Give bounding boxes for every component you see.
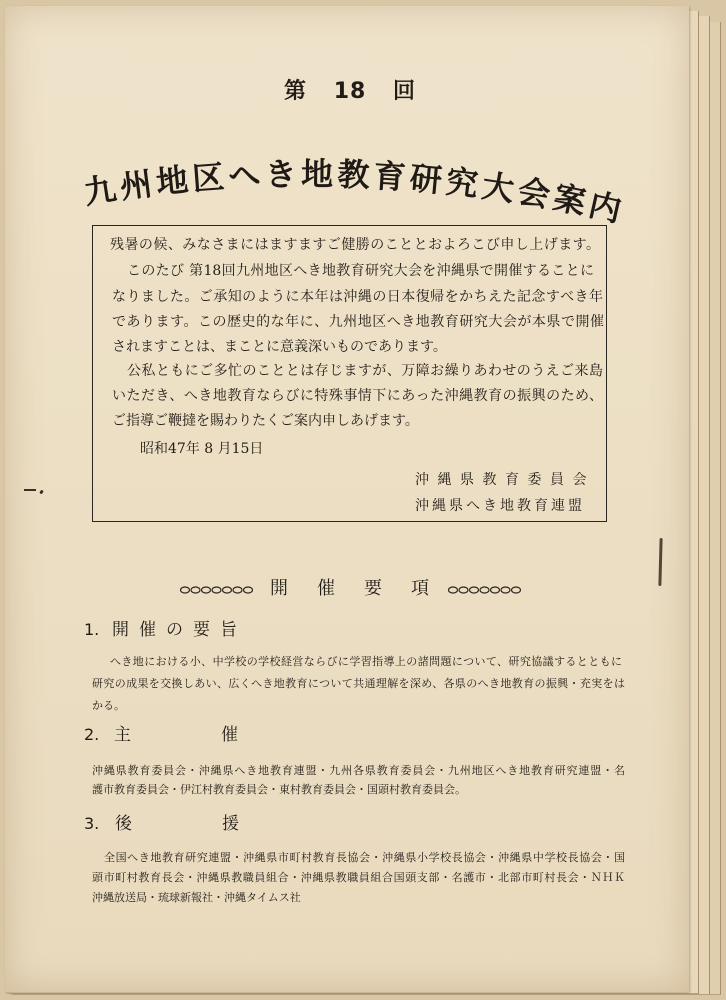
invitation-line: このたび 第18回九州地区へき地教育研究大会を沖縄県で開催することに [127, 263, 594, 279]
section-text-line: 沖縄県教育委員会・沖縄県へき地教育連盟・九州各県教育委員会・九州地区へき地教育研究連盟・名 [92, 764, 625, 777]
sender-board-of-education: 沖縄県教育委員会 [415, 472, 595, 488]
invitation-line: であります。この歴史的な年に、九州地区へき地教育研究大会が本県で開催 [112, 314, 604, 330]
invitation-line: 公私ともにご多忙のこととは存じますが、万障お繰りあわせのうえご来島 [127, 363, 603, 379]
section-text-line: かる。 [92, 699, 125, 712]
section-title-supporters: 後援 [115, 814, 329, 834]
stray-ink-dash [24, 489, 36, 491]
section-text-line: 研究の成果を交換しあい、広くへき地教育について共通理解を深め、各県のへき地教育の振興・充実をは [92, 677, 625, 690]
section-text-line: 頭市町村教育長会・沖縄県教職員組合・沖縄県教職員組合国頭支部・名護市・北部市町村長会・ＮＨＫ [92, 871, 625, 884]
invitation-line: ご指導ご鞭撻を賜わりたくご案内申しあげます。 [112, 413, 419, 429]
section-number: 1. [84, 620, 100, 639]
invitation-line: されますことは、まことに意義深いものであります。 [112, 339, 447, 355]
event-round: 第 18 回 [284, 79, 416, 104]
section-text-line: 全国へき地教育研究連盟・沖縄県市町村教育長協会・沖縄県小学校長協会・沖縄県中学校長協会・国 [104, 851, 625, 864]
event-title-arc [0, 0, 726, 260]
outline-heading: 開催要項 [270, 578, 458, 599]
invitation-line: なりました。ご承知のように本年は沖縄の日本復帰をかちえた記念すべき年 [112, 289, 603, 305]
section-title-organizers: 主催 [114, 725, 328, 745]
section-title-purpose: 開催の要旨 [112, 620, 247, 640]
section-text-line: 護市教育委員会・伊江村教育委員会・東村教育委員会・国頭村教育委員会。 [92, 783, 466, 796]
ornament-right [448, 584, 524, 596]
invitation-line: 残暑の候、みなさまにはますますご健勝のこととおよろこび申し上げます。 [110, 237, 600, 253]
event-title [81, 155, 628, 230]
section-text-line: へき地における小、中学校の学校経営ならびに学習指導上の諸問題について、研究協議するとともに [110, 655, 622, 668]
event-title-text: 九州地区へき地教育研究大会案内 [81, 155, 629, 231]
section-number: 2. [84, 725, 100, 744]
sender-remote-education-league: 沖縄県へき地教育連盟 [415, 498, 585, 514]
invitation-date: 昭和47年 8 月15日 [140, 441, 264, 457]
invitation-line: いただき、へき地教育ならびに特殊事情下にあった沖縄教育の振興のため、 [112, 388, 603, 404]
ornament-left [180, 584, 256, 596]
section-number: 3. [84, 814, 100, 833]
section-text-line: 沖縄放送局・琉球新報社・沖縄タイムス社 [92, 891, 301, 904]
